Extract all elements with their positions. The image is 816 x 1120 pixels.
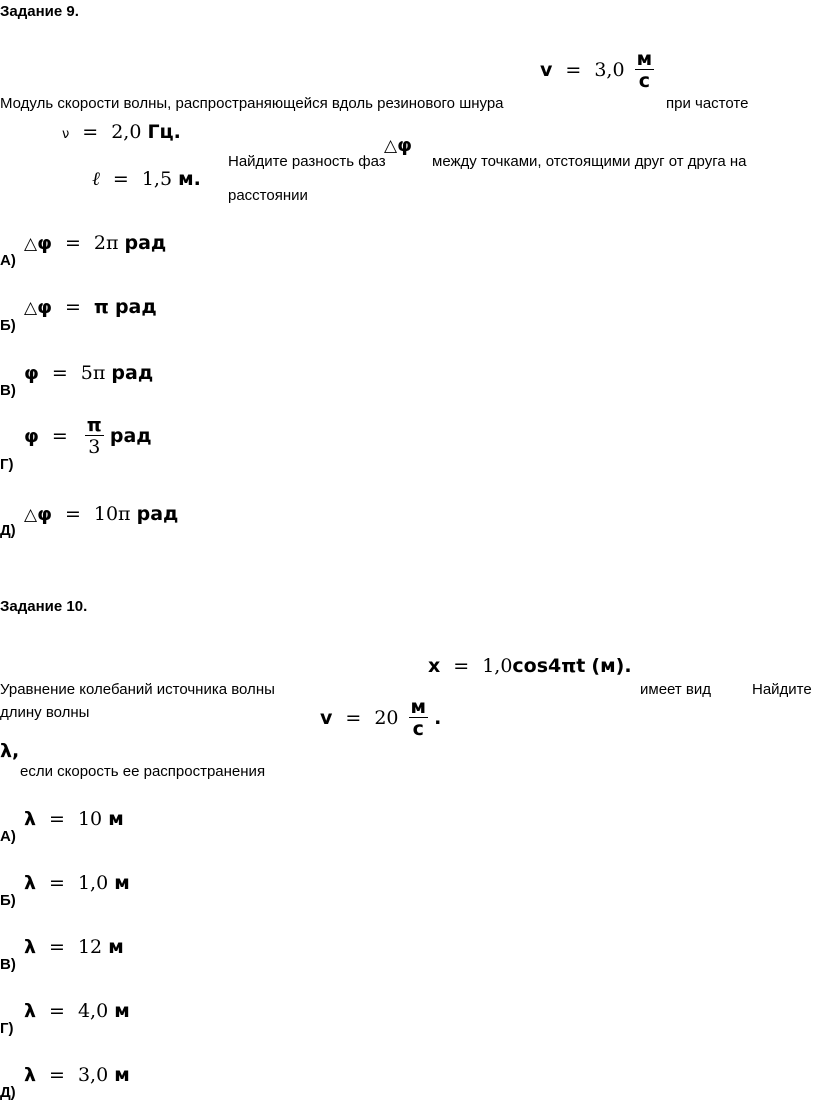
task9-option-b-label: Б) [0, 317, 16, 334]
task10-option-v-formula: λ = 12 м [24, 936, 124, 958]
task10-option-d-label: Д) [0, 1084, 16, 1101]
task9-text-find: Найдите разность фаз [228, 153, 386, 170]
task10-option-d-formula: λ = 3,0 м [24, 1064, 130, 1086]
task9-option-a-label: А) [0, 252, 16, 269]
task9-option-d-formula: △φ = 10π рад [24, 503, 179, 525]
task10-option-a-formula: λ = 10 м [24, 808, 124, 830]
task10-option-v-label: В) [0, 956, 16, 973]
task10-text-equation: Уравнение колебаний источника волны [0, 681, 275, 698]
task10-text-wavelength: длину волны [0, 704, 90, 721]
task9-option-v-formula: φ = 5π рад [24, 362, 154, 384]
task10-option-g-label: Г) [0, 1020, 14, 1037]
task9-title: Задание 9. [0, 3, 79, 20]
task10-text-has-form: имеет вид [640, 681, 712, 698]
task9-text-freq: при частоте [666, 95, 749, 112]
task9-distance-formula: ℓ = 1,5 м. [92, 168, 201, 190]
task9-option-v-label: В) [0, 382, 16, 399]
task9-delta-phi: △φ [384, 134, 412, 156]
task9-option-g-label: Г) [0, 456, 14, 473]
task9-speed-formula: v = 3,0 $\frac{м}{с}$ [540, 48, 653, 92]
task9-option-d-label: Д) [0, 522, 16, 539]
task9-option-a-formula: △φ = 2π рад [24, 232, 167, 254]
task10-speed-formula: v = 20 $\frac{м}{с}$ . [320, 696, 442, 740]
task10-option-g-formula: λ = 4,0 м [24, 1000, 130, 1022]
task9-text-distance: расстоянии [228, 187, 308, 204]
task9-text-before: Модуль скорости волны, распространяющейся вдоль резинового шнура [0, 95, 504, 112]
task10-title: Задание 10. [0, 598, 88, 615]
task9-option-g-formula: φ = $\frac{\pi}{3}$ рад [24, 414, 152, 458]
task10-text-if-speed: если скорость ее распространения [20, 763, 266, 780]
task10-lambda-symbol: λ, [0, 740, 20, 762]
task10-option-b-label: Б) [0, 892, 16, 909]
task9-text-between: между точками, отстоящими друг от друга на [432, 153, 747, 170]
task10-text-find: Найдите [752, 681, 812, 698]
task9-freq-formula: ν = 2,0 Гц. [62, 121, 181, 143]
task9-option-b-formula: △φ = π рад [24, 296, 157, 318]
task10-option-a-label: А) [0, 828, 16, 845]
task10-option-b-formula: λ = 1,0 м [24, 872, 130, 894]
task10-equation-formula: x = 1,0cos4πt (м). [428, 655, 632, 677]
